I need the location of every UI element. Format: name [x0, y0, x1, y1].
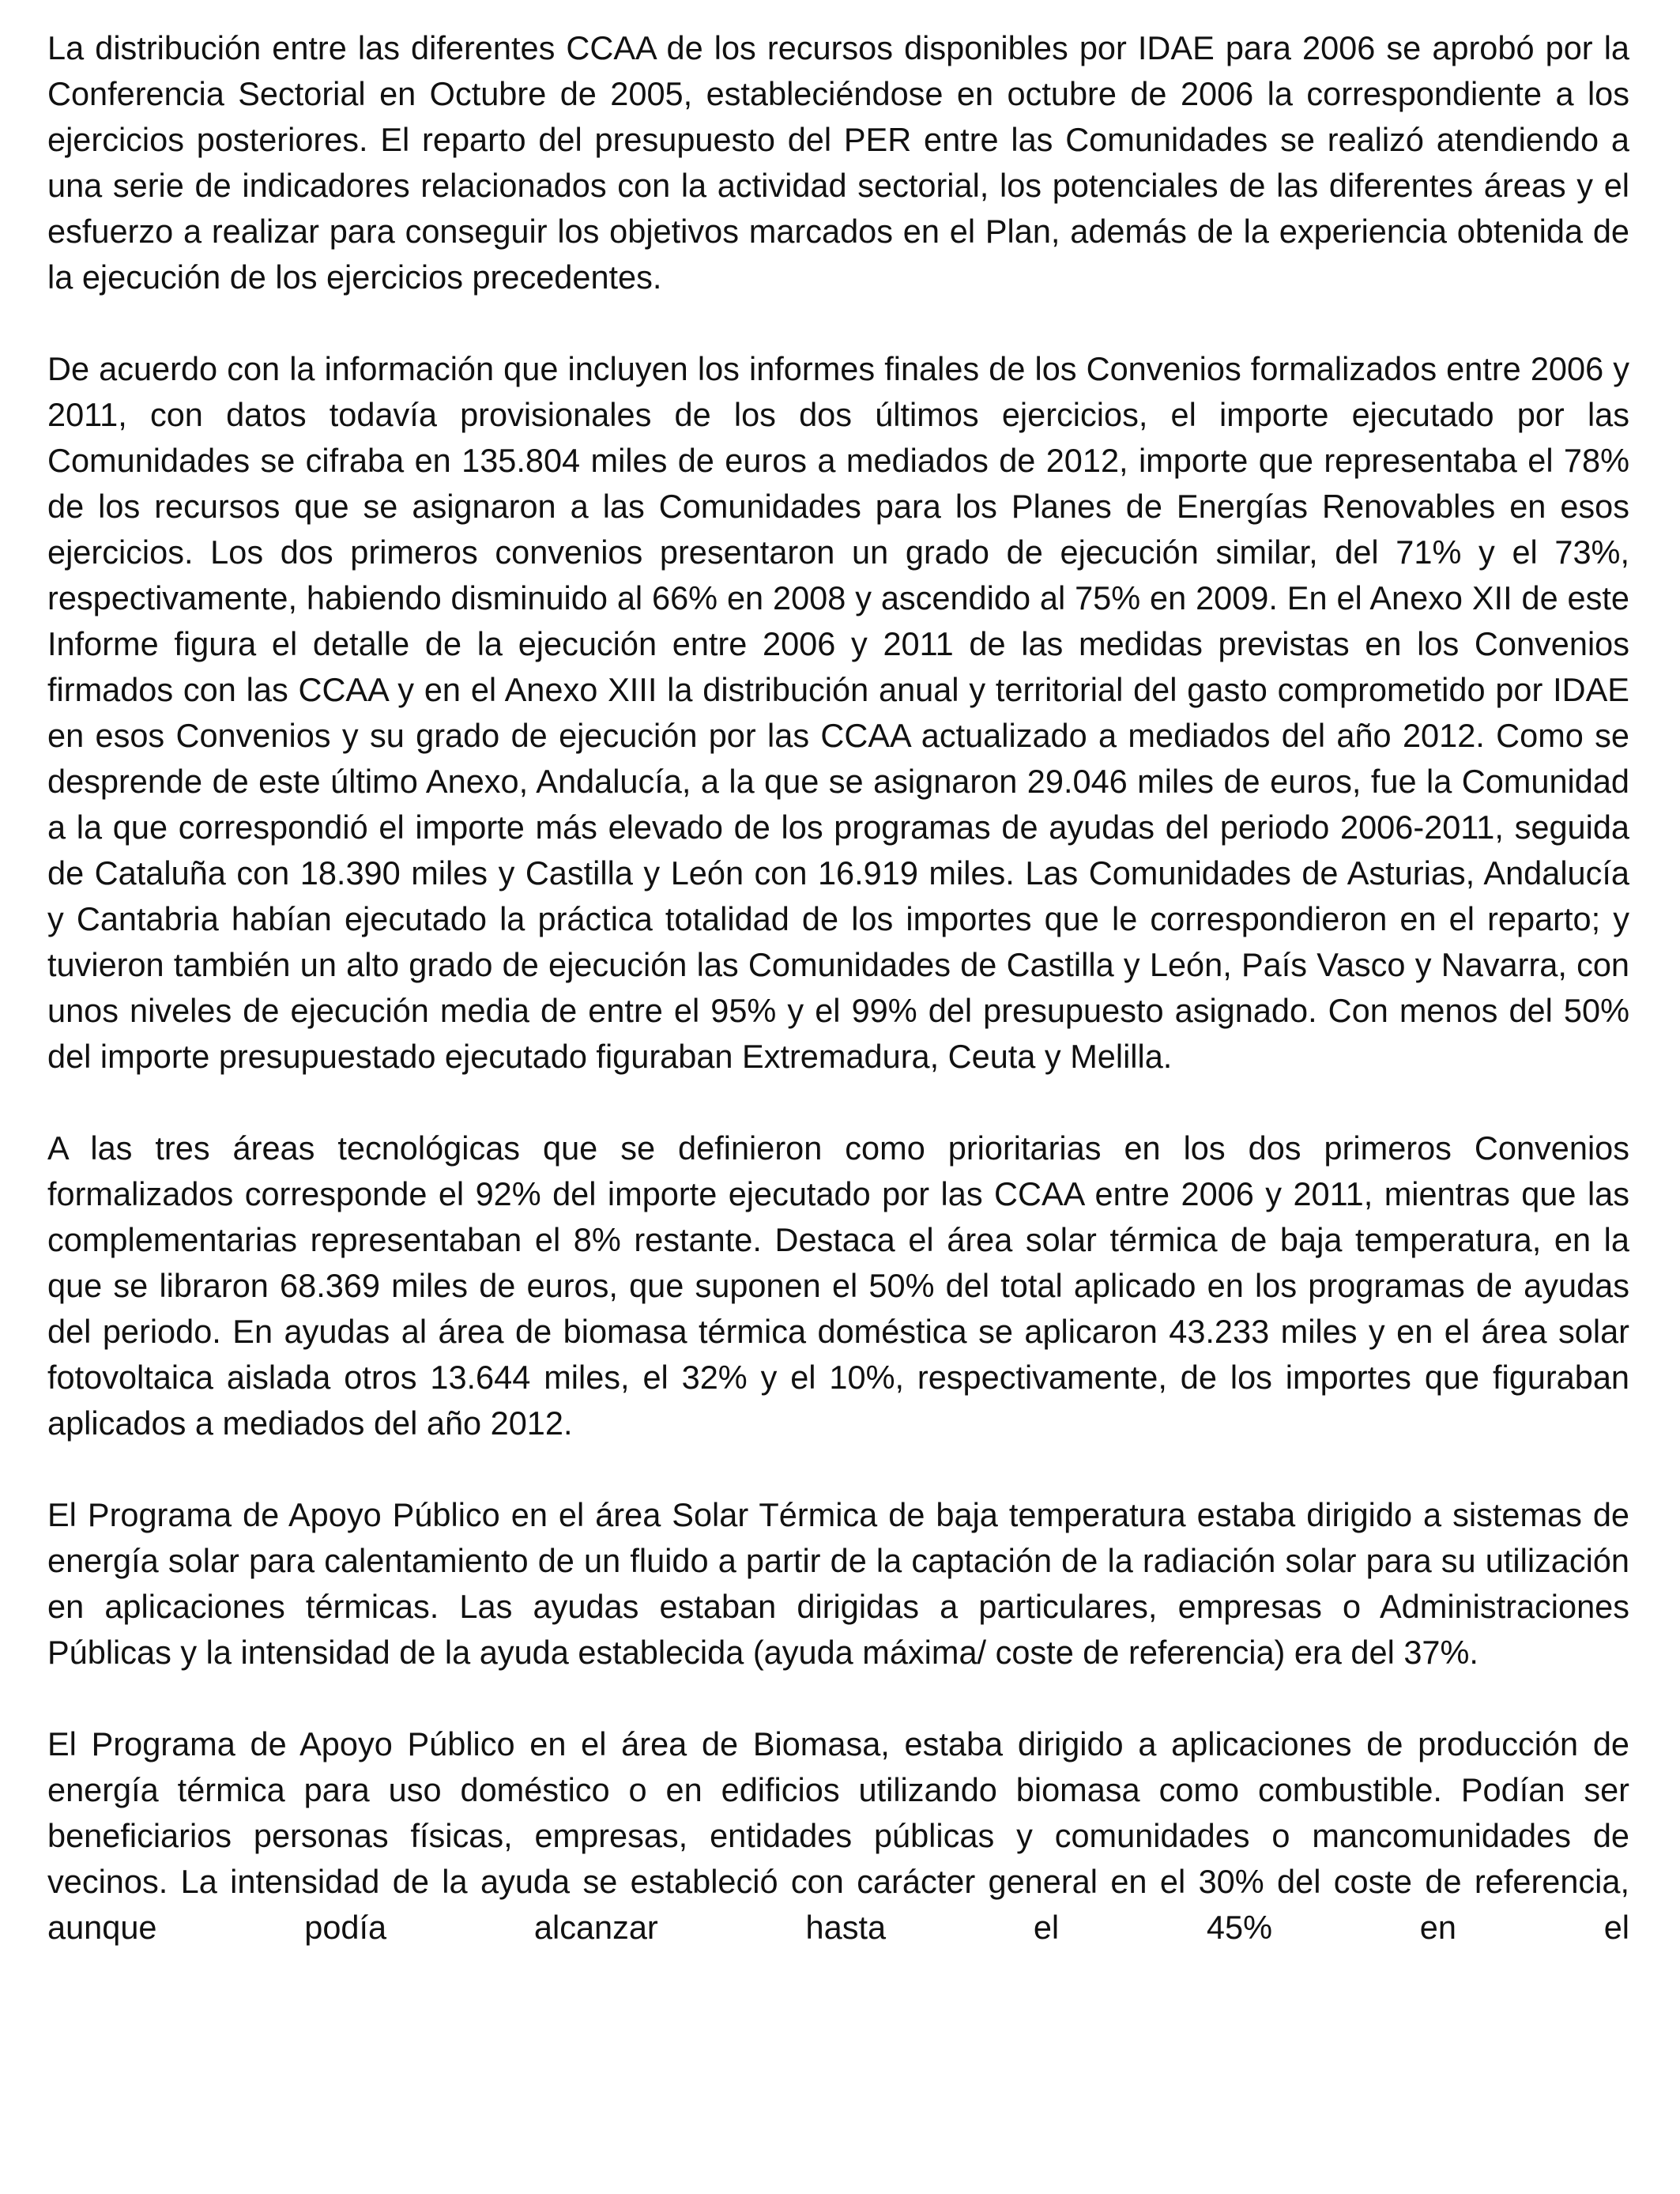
- paragraph-biomasa: El Programa de Apoyo Público en el área de Biomasa, estaba dirigido a aplicaciones de producción de energía térmica para uso doméstico o en edificios utilizando biomasa como combustible. Podían ser beneficiarios personas físicas, empresas, entidades públicas y comunidades o mancomunidades de vecinos. La intensidad de la ayuda se estableció con carácter general en el 30% del coste de referencia, aunque podía alcanzar hasta el 45% en el: [47, 1725, 1629, 1946]
- document-page: [47, 25, 1629, 1951]
- paragraph-solar-termica: El Programa de Apoyo Público en el área Solar Térmica de baja temperatura estaba dirigido a sistemas de energía solar para calentamiento de un fluido a partir de la captación de la radiación solar para su utilización en aplicaciones térmicas. Las ayudas estaban dirigidas a particulares, empresas o Administraciones Públicas y la intensidad de la ayuda establecida (ayuda máxima/ coste de referencia) era del 37%.: [47, 1496, 1629, 1671]
- paragraph-ejecucion-convenios: De acuerdo con la información que incluyen los informes finales de los Convenios formalizados entre 2006 y 2011, con datos todavía provisionales de los dos últimos ejercicios, el importe ejecutado por las Comunidades se cifraba en 135.804 miles de euros a mediados de 2012, importe que representaba el 78% de los recursos que se asignaron a las Comunidades para los Planes de Energías Renovables en esos ejercicios. Los dos primeros convenios presentaron un grado de ejecución similar, del 71% y el 73%, respectivamente, habiendo disminuido al 66% en 2008 y ascendido al 75% en 2009. En el Anexo XII de este Informe figura el detalle de la ejecución entre 2006 y 2011 de las medidas previstas en los Convenios firmados con las CCAA y en el Anexo XIII la distribución anual y territorial del gasto comprometido por IDAE en esos Convenios y su grado de ejecución por las CCAA actualizado a mediados del año 2012. Como se desprende de este último Anexo, Andalucía, a la que se asignaron 29.046 miles de euros, fue la Comunidad a la que correspondió el importe más elevado de los programas de ayudas del periodo 2006-2011, seguida de Cataluña con 18.390 miles y Castilla y León con 16.919 miles. Las Comunidades de Asturias, Andalucía y Cantabria habían ejecutado la práctica totalidad de los importes que le correspondieron en el reparto; y tuvieron también un alto grado de ejecución las Comunidades de Castilla y León, País Vasco y Navarra, con unos niveles de ejecución media de entre el 95% y el 99% del presupuesto asignado. Con menos del 50% del importe presupuestado ejecutado figuraban Extremadura, Ceuta y Melilla.: [47, 350, 1629, 1075]
- paragraph-distribucion-ccaa: La distribución entre las diferentes CCAA de los recursos disponibles por IDAE para 2006 se aprobó por la Conferencia Sectorial en Octubre de 2005, estableciéndose en octubre de 2006 la correspondiente a los ejercicios posteriores. El reparto del presupuesto del PER entre las Comunidades se realizó atendiendo a una serie de indicadores relacionados con la actividad sectorial, los potenciales de las diferentes áreas y el esfuerzo a realizar para conseguir los objetivos marcados en el Plan, además de la experiencia obtenida de la ejecución de los ejercicios precedentes.: [47, 29, 1629, 296]
- paragraph-areas-tecnologicas: A las tres áreas tecnológicas que se definieron como prioritarias en los dos primeros Convenios formalizados corresponde el 92% del importe ejecutado por las CCAA entre 2006 y 2011, mientras que las complementarias representaban el 8% restante. Destaca el área solar térmica de baja temperatura, en la que se libraron 68.369 miles de euros, que suponen el 50% del total aplicado en los programas de ayudas del periodo. En ayudas al área de biomasa térmica doméstica se aplicaron 43.233 miles y en el área solar fotovoltaica aislada otros 13.644 miles, el 32% y el 10%, respectivamente, de los importes que figuraban aplicados a mediados del año 2012.: [47, 1129, 1629, 1442]
